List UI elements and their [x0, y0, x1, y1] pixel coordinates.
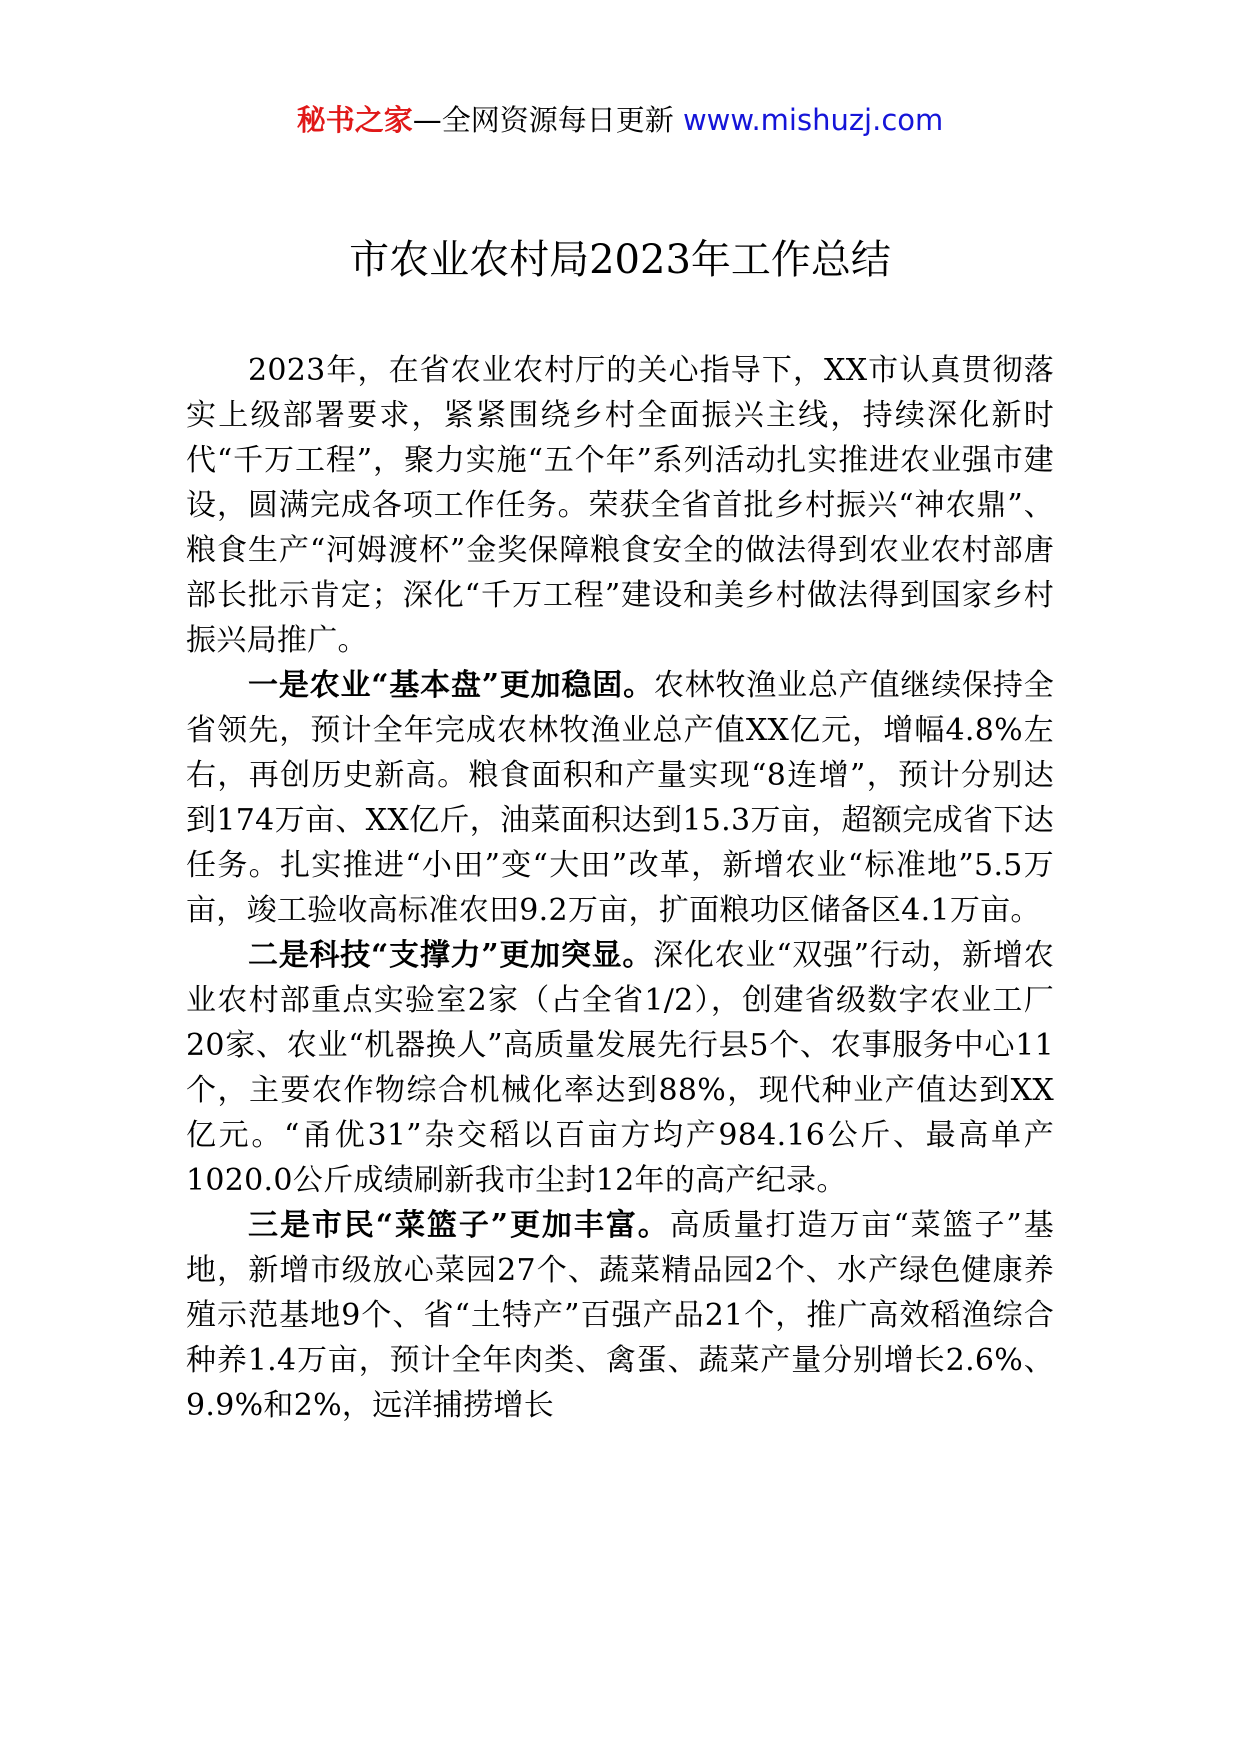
paragraph-technology	[186, 933, 1054, 1203]
paragraph-heading: 三是市民“菜篮子”更加丰富。	[248, 1208, 670, 1243]
paragraph-agriculture	[186, 663, 1054, 933]
paragraph-text: 高质量打造万亩“菜篮子”基地，新增市级放心菜园27个、蔬菜精品园2个、水产绿色健康养殖示范基地9个、省“土特产”百强产品21个，推广高效稻渔综合种养1.4万亩，预计全年肉类、禽蛋、蔬菜产量分别增长2.6%、9.9%和2%，远洋捕捞增长	[186, 1208, 1055, 1423]
document-body	[186, 348, 1054, 1428]
site-tagline: —全网资源每日更新	[412, 103, 683, 137]
document-title: 市农业农村局2023年工作总结	[349, 237, 891, 283]
site-brand: 秘书之家	[296, 103, 413, 137]
paragraph-heading: 二是科技“支撑力”更加突显。	[248, 938, 654, 973]
site-url-link[interactable]: www.mishuzj.com	[682, 103, 944, 137]
paragraph-food-basket	[186, 1203, 1054, 1428]
site-header	[0, 100, 1240, 140]
paragraph-text: 2023年，在省农业农村厅的关心指导下，XX市认真贯彻落实上级部署要求，紧紧围绕乡村全面振兴主线，持续深化新时代“千万工程”，聚力实施“五个年”系列活动扎实推进农业强市建设，圆满完成各项工作任务。荣获全省首批乡村振兴“神农鼎”、粮食生产“河姆渡杯”金奖保障粮食安全的做法得到农业农村部唐部长批示肯定；深化“千万工程”建设和美乡村做法得到国家乡村振兴局推广。	[186, 353, 1054, 658]
paragraph-text: 深化农业“双强”行动，新增农业农村部重点实验室2家（占全省1/2），创建省级数字农业工厂20家、农业“机器换人”高质量发展先行县5个、农事服务中心11个，主要农作物综合机械化率达到88%，现代种业产值达到XX亿元。“甬优31”杂交稻以百亩方均产984.16公斤、最高单产1020.0公斤成绩刷新我市尘封12年的高产纪录。	[186, 938, 1055, 1198]
paragraph-intro	[186, 348, 1054, 663]
paragraph-heading: 一是农业“基本盘”更加稳固。	[248, 668, 654, 703]
paragraph-text: 农林牧渔业总产值继续保持全省领先，预计全年完成农林牧渔业总产值XX亿元，增幅4.8%左右，再创历史新高。粮食面积和产量实现“8连增”，预计分别达到174万亩、XX亿斤，油菜面积达到15.3万亩，超额完成省下达任务。扎实推进“小田”变“大田”改革，新增农业“标准地”5.5万亩，竣工验收高标准农田9.2万亩，扩面粮功区储备区4.1万亩。	[186, 668, 1054, 928]
